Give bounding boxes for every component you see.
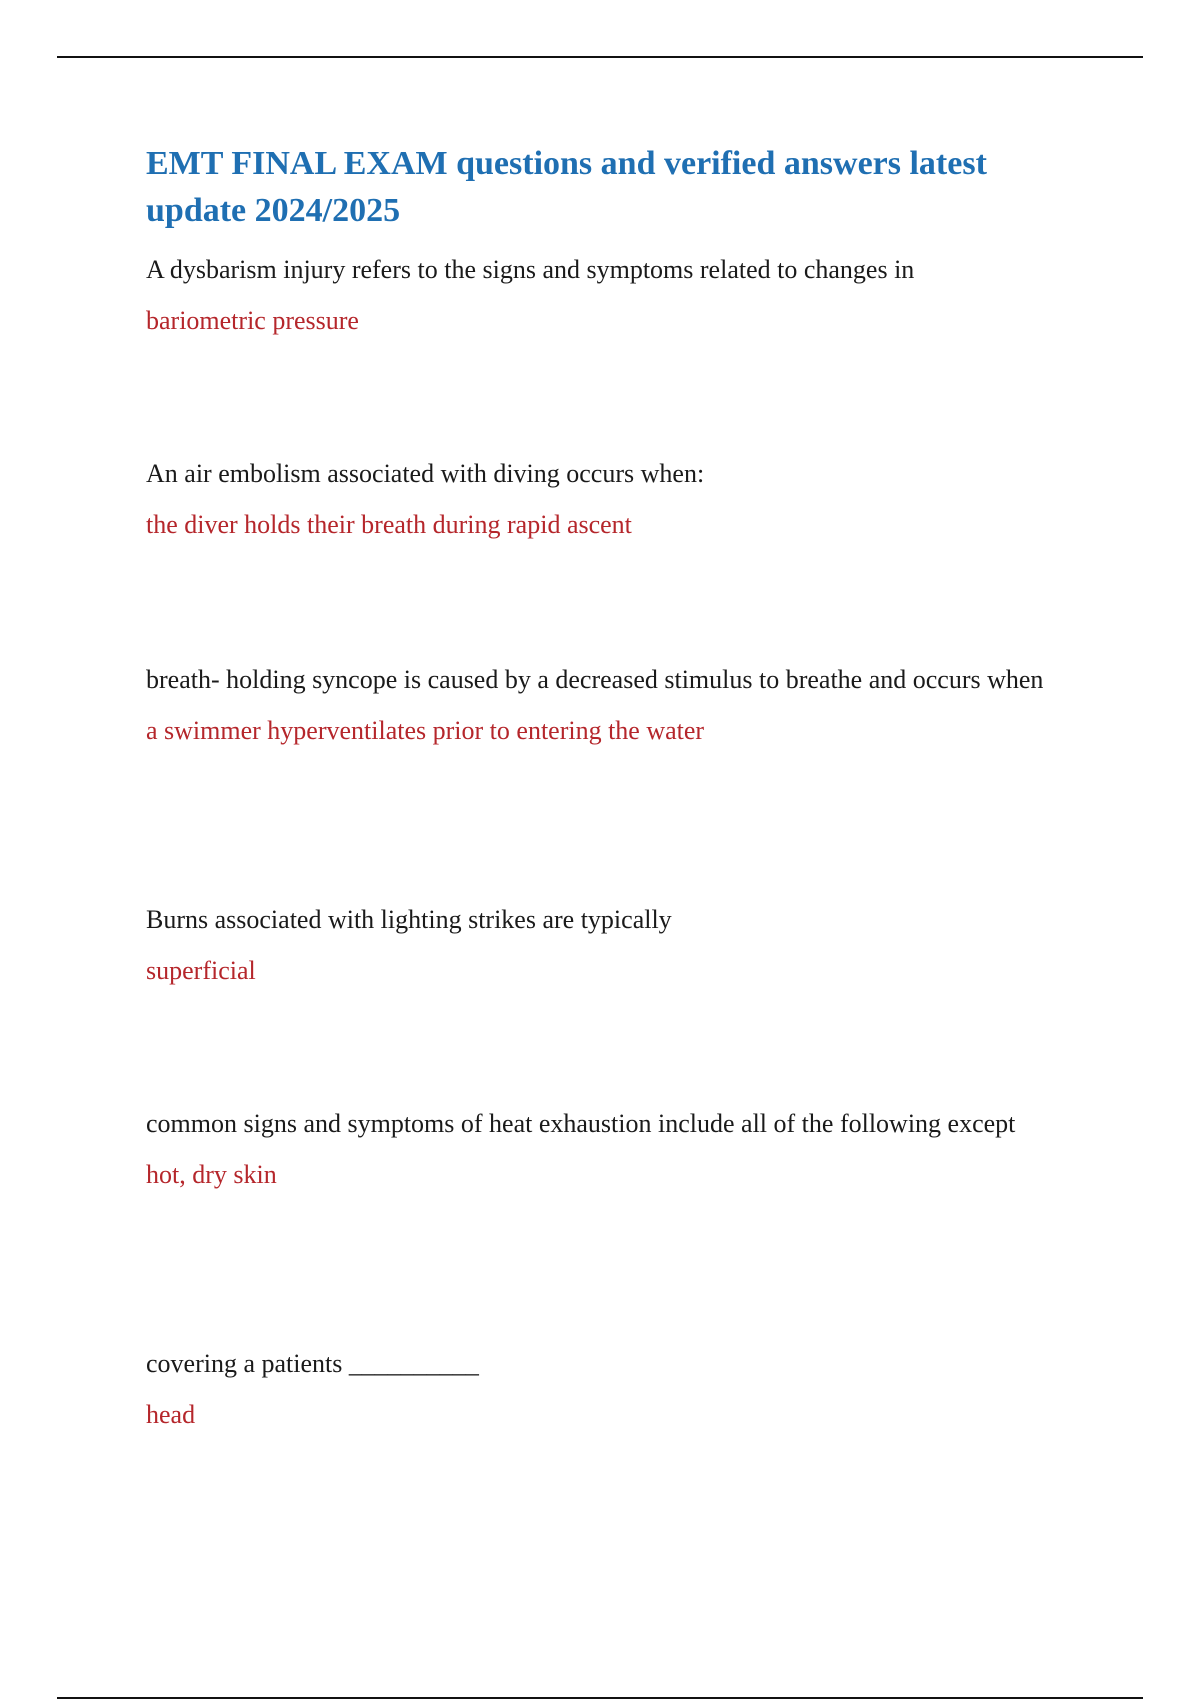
question-text: Burns associated with lighting strikes are typically bbox=[146, 905, 672, 934]
top-rule bbox=[57, 56, 1143, 58]
bottom-rule bbox=[57, 1697, 1143, 1699]
document-body bbox=[146, 140, 1066, 1429]
answer-text: head bbox=[146, 1400, 196, 1429]
answer-text: the diver holds their breath during rapid ascent bbox=[146, 510, 632, 539]
question-text: breath- holding syncope is caused by a decreased stimulus to breathe and occurs when bbox=[146, 665, 1044, 694]
answer-text: hot, dry skin bbox=[146, 1160, 277, 1189]
question-text: common signs and symptoms of heat exhaustion include all of the following except bbox=[146, 1109, 1016, 1138]
qa-item-5 bbox=[146, 1106, 1066, 1192]
question-text: A dysbarism injury refers to the signs and symptoms related to changes in bbox=[146, 255, 915, 284]
qa-item-3 bbox=[146, 662, 1066, 748]
question-text: An air embolism associated with diving occurs when: bbox=[146, 459, 705, 488]
document-title: EMT FINAL EXAM questions and verified answers latest update 2024/2025 bbox=[146, 145, 987, 229]
qa-item-2 bbox=[146, 456, 1066, 542]
question-text: covering a patients __________ bbox=[146, 1349, 479, 1378]
answer-text: superficial bbox=[146, 956, 256, 985]
qa-item-1 bbox=[146, 252, 1066, 338]
qa-item-6 bbox=[146, 1346, 1066, 1432]
answer-text: bariometric pressure bbox=[146, 306, 359, 335]
qa-item-4 bbox=[146, 902, 1066, 988]
answer-text: a swimmer hyperventilates prior to entering the water bbox=[146, 716, 705, 745]
